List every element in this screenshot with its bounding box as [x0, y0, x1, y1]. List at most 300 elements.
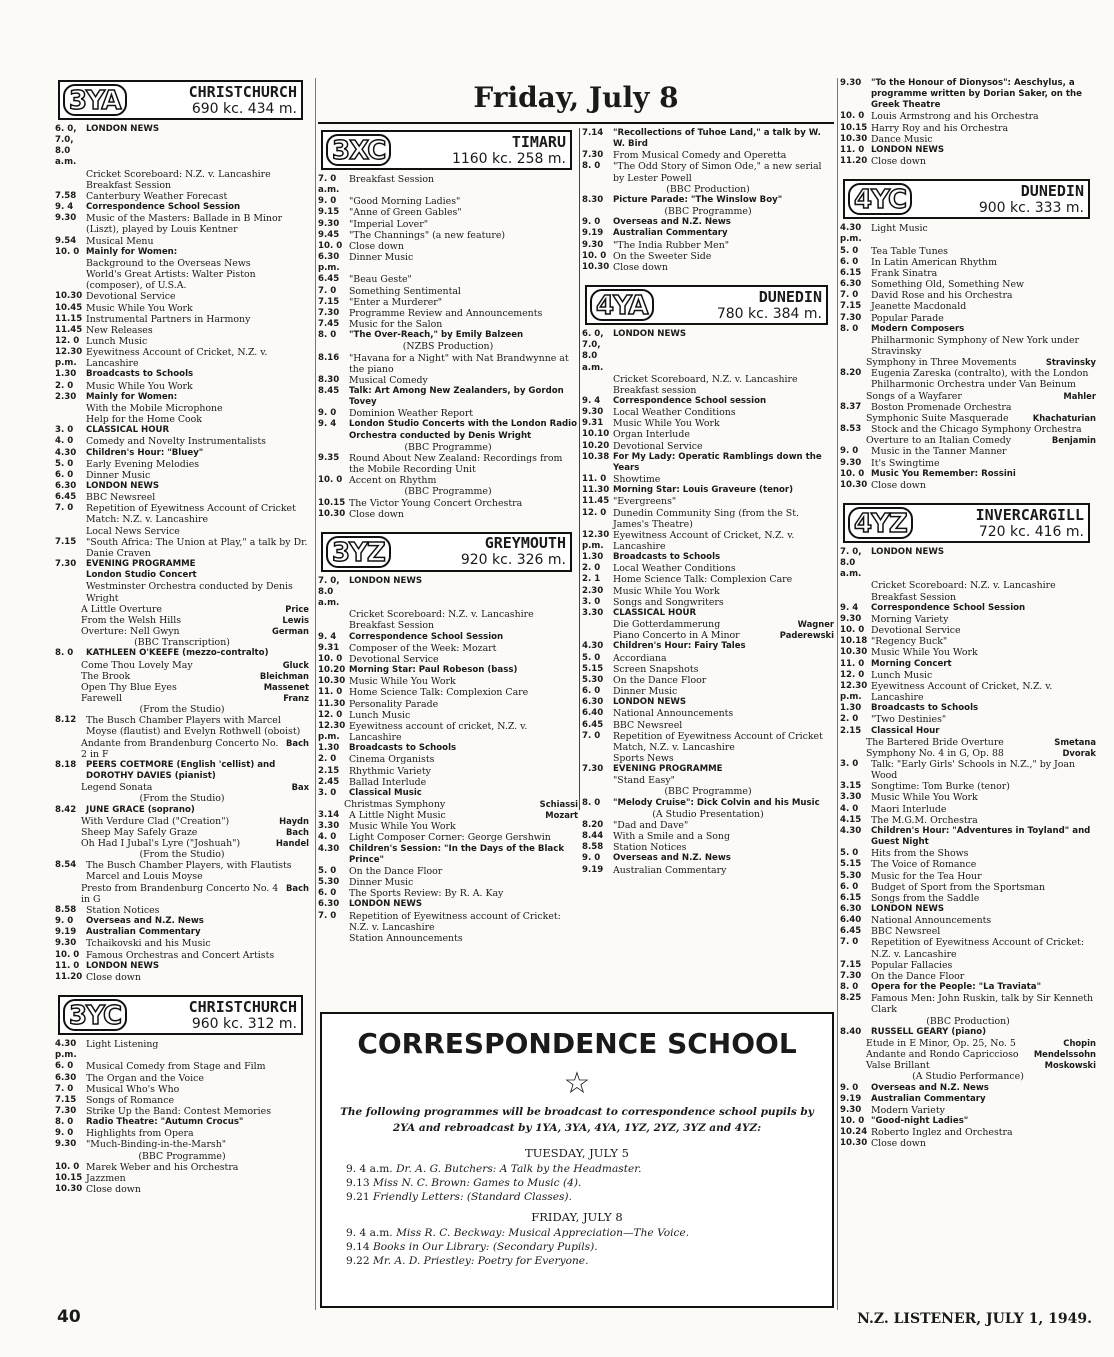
programme-title: [613, 675, 834, 686]
programme-item: [55, 436, 309, 447]
programme-title: [871, 871, 1096, 882]
composer: Wagner: [797, 619, 834, 630]
programme-title: [86, 492, 309, 503]
programme-text: Opera for the People: "La Traviata": [871, 982, 1042, 993]
programme-time: 11. 0: [582, 474, 607, 485]
programme-time: [840, 592, 871, 603]
programme-text: Music While You Work: [613, 418, 720, 430]
programme-title: [613, 452, 834, 474]
programme-text: BBC Newsreel: [613, 719, 683, 731]
correspondence-item: [340, 1226, 814, 1240]
programme-title: [871, 1127, 1096, 1138]
programme-time: 9. 4: [582, 395, 601, 406]
programme-item: [840, 1083, 1096, 1094]
programme-item: [55, 347, 309, 369]
programme-title: [613, 798, 834, 809]
station-frequency: 780 kc. 384 m.: [716, 305, 822, 322]
programme-title: [86, 760, 309, 771]
programme-time: 3. 0: [840, 758, 859, 769]
programme-text: "Recollections of Tuhoe Land," a talk by W. W. Bird: [613, 128, 821, 150]
programme-title: [81, 738, 309, 760]
programme-title: [613, 262, 834, 273]
programme-title: [349, 643, 578, 654]
programme-title: [613, 407, 834, 418]
programme-time: 5. 0: [582, 652, 601, 663]
programme-title: [86, 1061, 309, 1072]
programme-text: "Good Morning Ladies": [349, 196, 461, 208]
station-frequency: 920 kc. 326 m.: [460, 552, 566, 569]
programme-time: [55, 570, 86, 581]
programme-time: 8. 0: [582, 797, 601, 808]
programme-item: [55, 570, 309, 581]
programme-item: [840, 670, 1096, 681]
programme-time: [55, 403, 86, 414]
programme-text: "Beau Geste": [349, 274, 412, 286]
programme-text: Die Gotterdammerung: [613, 619, 721, 631]
programme-text: Organ Interlude: [613, 429, 690, 441]
correspondence-time: 9.13: [346, 1177, 370, 1189]
programme-item: [55, 961, 309, 972]
programme-title: [613, 865, 834, 876]
programme-text: Australian Commentary: [613, 864, 727, 876]
programme-item: [318, 810, 578, 821]
programme-text: "Havana for a Night" with Nat Brandwynne at the piano: [349, 352, 569, 375]
composer: Bach: [286, 737, 309, 748]
programme-title: [613, 664, 834, 675]
station-callsign: 3XC: [326, 134, 391, 166]
programme-title: [871, 78, 1096, 111]
programme-item: [318, 877, 578, 888]
programme-title: [86, 1084, 309, 1095]
programme-time: 8.53: [840, 424, 862, 435]
programme-time: 9.30: [840, 78, 862, 88]
composer: Haydn: [279, 815, 309, 826]
programme-text: National Announcements: [613, 708, 734, 720]
programme-text: Overture: Nell Gwyn: [81, 626, 180, 638]
programme-text: LONDON NEWS: [871, 547, 945, 557]
programme-time: 8.40: [840, 1026, 862, 1037]
programme-item: [55, 648, 309, 659]
programme-title: [871, 1116, 1096, 1127]
programme-item: [840, 893, 1096, 904]
programme-title: [86, 1139, 309, 1150]
station-city: CHRISTCHURCH: [188, 997, 297, 1016]
programme-text: Mainly for Women:: [86, 391, 178, 402]
programme-note: (BBC Programme): [664, 786, 752, 798]
star-icon: ☆: [563, 1066, 591, 1101]
programme-item: [55, 660, 309, 671]
programme-text: Marek Weber and his Orchestra: [86, 1161, 239, 1173]
programme-text: Sheep May Safely Graze: [81, 826, 198, 838]
programme-item: [840, 580, 1096, 591]
programme-text: Help for the Home Cook: [86, 414, 202, 426]
correspondence-text: Mr. A. D. Priestley: Poetry for Everyone.: [372, 1255, 589, 1267]
programme-item: [582, 150, 834, 161]
programme-text: EVENING PROGRAMME: [86, 559, 196, 570]
programme-text: Tchaikovski and his Music: [86, 938, 211, 950]
programme-item: [55, 291, 309, 302]
programme-title: [86, 202, 309, 213]
programme-title: [349, 475, 578, 486]
programme-time: 10.10: [582, 429, 610, 440]
programme-text: With a Smile and a Song: [613, 831, 730, 843]
programme-item: [840, 1105, 1096, 1116]
programme-item: [55, 369, 309, 380]
programme-text: Station Notices: [613, 842, 687, 854]
programme-title: [86, 938, 309, 949]
programme-title: [86, 715, 309, 737]
programme-text: BBC Newsreel: [871, 926, 941, 938]
programme-item: [840, 1116, 1096, 1127]
programme-text: Cricket Scoreboard: N.Z. v. Lancashire: [871, 580, 1056, 592]
programme-title: [871, 279, 1096, 290]
programme-time: 4. 0: [318, 832, 337, 843]
programme-text: LONDON NEWS: [349, 899, 423, 910]
programme-item: [582, 586, 834, 597]
page-date-heading: Friday, July 8: [473, 81, 679, 114]
programme-title: [613, 831, 834, 842]
programme-item: [582, 452, 834, 474]
programme-title: [866, 391, 1096, 402]
programme-text: Oh Had I Jubal's Lyre ("Joshuah"): [81, 838, 241, 849]
programme-item: [318, 777, 578, 788]
programme-text: Broadcasts to Schools: [86, 369, 194, 380]
programme-item: [55, 336, 309, 347]
programme-time: 10.18: [840, 636, 868, 647]
programme-time: 3.30: [582, 607, 604, 618]
programme-item: [840, 435, 1096, 446]
programme-text: Overseas and N.Z. News: [871, 1082, 989, 1093]
programme-title: [86, 481, 309, 492]
programme-item: [55, 860, 309, 882]
programme-text: "The Channings" (a new feature): [349, 229, 506, 241]
programme-item: [55, 202, 309, 213]
programme-item: [582, 128, 834, 150]
programme-item: [55, 693, 309, 704]
programme-item: [582, 429, 834, 440]
programme-title: [866, 413, 1096, 424]
programme-time: 6.30: [840, 279, 862, 290]
programme-title: [349, 408, 578, 419]
station-heading: [913, 507, 1088, 540]
programme-time: 9.19: [55, 927, 77, 938]
programme-title: [349, 219, 578, 230]
programme-item: [55, 247, 309, 258]
programme-title: [349, 788, 578, 799]
programme-title: [871, 826, 1096, 848]
programme-text: RUSSELL GEARY (piano): [871, 1026, 987, 1037]
programme-title: [871, 246, 1096, 257]
programme-item: [840, 257, 1096, 268]
programme-time: 9.30: [55, 213, 77, 224]
programme-note: (BBC Programme): [664, 206, 752, 218]
programme-title: [866, 1060, 1096, 1071]
programme-time: 4.30 p.m.: [55, 1039, 77, 1061]
programme-title: [871, 469, 1096, 480]
programme-title: [86, 771, 309, 782]
programme-item: [55, 827, 309, 838]
programme-item: [55, 715, 309, 737]
programme-text: Correspondence School Session: [86, 202, 241, 213]
programme-title: [871, 1138, 1096, 1149]
programme-title: [613, 228, 834, 239]
programme-item: [55, 392, 309, 403]
programme-item: [55, 782, 309, 793]
programme-item: [840, 848, 1096, 859]
station-heading: [127, 84, 301, 117]
programme-item: [582, 396, 834, 407]
programme-text: "Stand Easy": [613, 775, 675, 787]
programme-time: 9.30: [840, 613, 862, 624]
programme-text: In Latin American Rhythm: [871, 256, 997, 268]
programme-item: [318, 866, 578, 877]
programme-time: 1.30: [55, 369, 77, 380]
programme-time: 10. 0: [582, 250, 607, 261]
programme-item: [840, 1049, 1096, 1060]
programme-text: Dinner Music: [349, 252, 414, 264]
programme-item: [840, 937, 1096, 959]
programme-text: Songs of a Wayfarer: [866, 390, 962, 402]
station-city: INVERCARGILL: [975, 505, 1084, 524]
programme-title: [871, 993, 1096, 1015]
programme-item: [582, 474, 834, 485]
programme-item: [582, 820, 834, 831]
programme-text: Breakfast Session: [349, 620, 435, 632]
programme-time: 10.30: [840, 479, 868, 490]
programme-text: Music for the Tea Hour: [871, 870, 982, 882]
programme-title: [86, 961, 309, 972]
programme-item: [318, 654, 578, 665]
programme-item: [840, 391, 1096, 402]
programme-title: [86, 369, 309, 380]
programme-title: [613, 396, 834, 407]
programme-item: [318, 308, 578, 319]
programme-text: From the Welsh Hills: [81, 614, 182, 626]
programme-time: 3. 0: [55, 425, 74, 436]
programme-title: [86, 503, 309, 525]
programme-item: [840, 681, 1096, 703]
programme-item: [582, 251, 834, 262]
programme-item: [582, 720, 834, 731]
programme-time: 12. 0: [840, 669, 865, 680]
programme-item: [55, 1073, 309, 1084]
programme-text: Repetition of Eyewitness account of Cricket: N.Z. v. Lancashire: [349, 910, 561, 933]
programme-text: Home Science Talk: Complexion Care: [613, 574, 793, 586]
column-rule: [579, 128, 580, 810]
programme-item: [55, 1084, 309, 1095]
programme-time: 8.30: [582, 194, 604, 205]
programme-note: (BBC Programme): [138, 1150, 226, 1162]
programme-title: [866, 357, 1096, 368]
programme-time: 5. 0: [318, 865, 337, 876]
programme-item: [55, 180, 309, 191]
programme-time: 9. 0: [582, 217, 601, 228]
programme-title: [871, 547, 1096, 580]
programme-time: 6.45: [582, 719, 604, 730]
programme-text: Australian Commentary: [613, 228, 728, 239]
programme-text: Programme Review and Announcements: [349, 307, 543, 319]
programme-title: [86, 1173, 309, 1184]
programme-text: Close down: [349, 240, 404, 252]
programme-item: [840, 748, 1096, 759]
programme-time: 9.30: [55, 1139, 77, 1150]
correspondence-item: [340, 1190, 814, 1204]
programme-text: Cricket Scoreboard, N.Z. v. Lancashire: [613, 373, 798, 385]
programme-text: Morning Star: Louis Graveure (tenor): [613, 485, 794, 496]
programme-title: [81, 604, 309, 615]
programme-time: 10. 0: [840, 111, 865, 122]
programme-title: [349, 174, 578, 196]
programme-text: Popular Fallacies: [871, 959, 953, 971]
programme-title: [86, 648, 309, 659]
programme-item: [55, 1128, 309, 1139]
programme-text: Musical Comedy: [349, 374, 428, 386]
programme-title: [349, 509, 578, 520]
correspondence-text: Books in Our Library: (Secondary Pupils).: [372, 1241, 598, 1253]
programme-title: [86, 916, 309, 927]
programme-title: [871, 424, 1096, 435]
programme-item: [582, 865, 834, 876]
programme-item: [840, 123, 1096, 134]
programme-title: [871, 625, 1096, 636]
programme-time: 7.30: [582, 150, 604, 161]
programme-title: [349, 832, 578, 843]
programme-item: [318, 743, 578, 754]
programme-time: 6.40: [582, 708, 604, 719]
programme-time: [318, 933, 349, 944]
column-rule: [837, 78, 838, 1310]
programme-item: [55, 615, 309, 626]
programme-text: "Two Destinies": [871, 714, 947, 726]
programme-text: Accordiana: [613, 652, 667, 664]
programme-title: [86, 905, 309, 916]
programme-text: On the Sweeter Side: [613, 250, 712, 262]
programme-time: 12.30 p.m.: [840, 680, 868, 703]
programme-text: Station Announcements: [349, 932, 463, 944]
programme-text: EVENING PROGRAMME: [613, 764, 723, 775]
station-heading: [127, 999, 301, 1032]
programme-text: Radio Theatre: "Autumn Crocus": [86, 1117, 244, 1128]
programme-text: Dinner Music: [86, 469, 151, 481]
programme-title: [349, 754, 578, 765]
programme-time: 9.31: [582, 418, 604, 429]
programme-title: [86, 1073, 309, 1084]
programme-item: [582, 217, 834, 228]
programme-title: [613, 385, 834, 396]
programme-title: [871, 659, 1096, 670]
programme-text: Eugenia Zareska (contralto), with the London Philharmonic Orchestra under Van Beinum: [871, 368, 1089, 391]
programme-item: [318, 353, 578, 375]
programme-text: Music While You Work: [871, 647, 978, 659]
programme-item: [840, 313, 1096, 324]
programme-note: (BBC Programme): [404, 441, 492, 453]
programme-time: [582, 374, 613, 385]
programme-item: [840, 480, 1096, 491]
programme-time: 12.30 p.m.: [318, 720, 346, 743]
column-3: [582, 128, 834, 876]
programme-title: [86, 1184, 309, 1195]
programme-item: [840, 458, 1096, 469]
programme-item: [55, 124, 309, 169]
programme-text: "Imperial Lover": [349, 218, 429, 230]
programme-time: 6.45: [55, 492, 77, 503]
programme-text: KATHLEEN O'KEEFE (mezzo-contralto): [86, 648, 269, 659]
programme-title: [613, 597, 834, 608]
programme-text: Showtime: [613, 474, 661, 486]
programme-text: National Announcements: [871, 915, 992, 927]
programme-title: [349, 207, 578, 218]
programme-time: 9. 0: [582, 853, 601, 864]
programme-title: [866, 1049, 1096, 1060]
programme-time: 10. 0: [840, 625, 865, 636]
programme-time: 7. 0: [840, 290, 859, 301]
programme-note: (From the Studio): [139, 704, 225, 716]
programme-time: 4. 0: [55, 436, 74, 447]
programme-item: [582, 597, 834, 608]
programme-title: [871, 134, 1096, 145]
programme-time: 7.30: [55, 1105, 77, 1116]
programme-text: Light Music: [871, 223, 928, 235]
programme-time: 6.30: [840, 904, 862, 914]
composer: Khachaturian: [1032, 412, 1096, 423]
programme-title: [871, 804, 1096, 815]
programme-item: [318, 319, 578, 330]
programme-time: 8.20: [582, 819, 604, 830]
programme-item: [840, 737, 1096, 748]
programme-time: 3.14: [318, 810, 340, 821]
programme-item: [55, 303, 309, 314]
programme-item: [318, 710, 578, 721]
programme-title: [866, 748, 1096, 759]
programme-title: [86, 448, 309, 459]
programme-text: The Victor Young Concert Orchestra: [349, 497, 523, 509]
programme-text: Tea Table Tunes: [871, 245, 948, 257]
programme-title: [86, 392, 309, 403]
correspondence-days: [340, 1144, 814, 1268]
programme-item: [582, 262, 834, 273]
programme-item: [318, 241, 578, 252]
programme-title: [86, 314, 309, 325]
programme-item: [55, 559, 309, 570]
programme-text: From Musical Comedy and Operetta: [613, 150, 787, 162]
programme-time: 10.30: [840, 647, 868, 658]
programme-title: [81, 682, 309, 693]
programme-item: [55, 916, 309, 927]
programme-title: [871, 123, 1096, 134]
composer: Bach: [286, 882, 309, 893]
programme-text: The Busch Chamber Players, with Flautists Marcel and Louis Moyse: [86, 860, 292, 883]
page-footer: N.Z. LISTENER, JULY 1, 1949.: [857, 1311, 1092, 1327]
programme-time: 1.30: [318, 743, 340, 754]
programme-text: CLASSICAL HOUR: [613, 607, 697, 618]
programme-text: "Dad and Dave": [613, 819, 689, 831]
programme-time: 7.30: [840, 312, 862, 323]
programme-text: Music You Remember: Rossini: [871, 468, 1016, 479]
programme-time: 9.30: [55, 938, 77, 949]
programme-title: [871, 1083, 1096, 1094]
programme-text: The Voice of Romance: [871, 859, 977, 871]
programme-time: 9. 4: [318, 419, 337, 430]
programme-time: 6.30: [582, 697, 604, 708]
programme-title: [613, 574, 834, 585]
programme-item: [582, 161, 834, 183]
programme-text: Valse Brillant: [866, 1060, 930, 1072]
station-header: [321, 130, 572, 170]
programme-time: 7.14: [582, 128, 604, 138]
programme-item: [840, 904, 1096, 915]
programme-note: (From the Studio): [139, 849, 225, 861]
programme-item: [582, 228, 834, 239]
